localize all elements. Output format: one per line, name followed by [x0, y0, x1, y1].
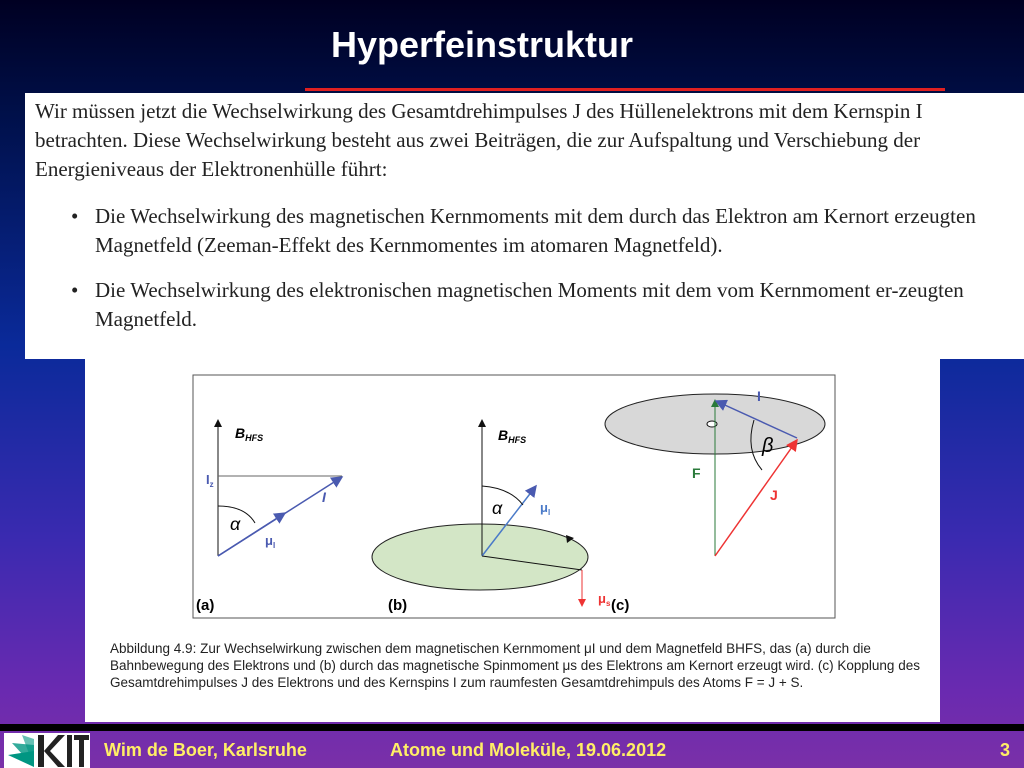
hyperfine-diagram	[85, 359, 940, 639]
mu-i-label-b: $\mu_I$	[540, 500, 551, 517]
alpha-label-a: α	[230, 514, 241, 534]
figure-panel	[85, 359, 940, 722]
bullet-list	[35, 202, 1014, 334]
text-panel	[25, 93, 1024, 359]
title-underline	[305, 88, 945, 91]
i-label-a: I	[322, 489, 326, 505]
bhfs-label-b: $B_{HFS}$	[498, 427, 527, 445]
intro-paragraph: Wir müssen jetzt die Wechselwirkung des Gesamtdrehimpulses J des Hüllenelektrons mit dem Kernspin I betrachten. Diese Wechselwirkung besteht aus zwei Beiträgen, die zur Aufspaltung und Verschiebung der Energieniveaus der Elektronenhülle führt:	[35, 99, 923, 181]
i-label-c: I	[757, 388, 761, 404]
label-a: (a)	[196, 597, 215, 614]
bhfs-label-a: $B_{HFS}$	[235, 425, 264, 443]
slide-title: Hyperfeinstruktur	[330, 24, 634, 65]
figure-caption: Abbildung 4.9: Zur Wechselwirkung zwischen dem magnetischen Kernmoment μI und dem Magnetfeld BHFS, das (a) durch die Bahnbewegung des Elektrons und (b) durch das magnetische Spinmoment μs des Elektrons am Kernort erzeugt wird. (c) Kopplung des Gesamtdrehimpulses J des Elektrons und des Kernspins I zum raumfesten Gesamtdrehimpuls des Atoms F = J + S.	[110, 641, 920, 690]
mu-s-label: $\mu_s$	[598, 591, 611, 608]
footer-divider	[0, 724, 1024, 731]
alpha-label-b: α	[492, 498, 503, 518]
bullet-item: • Die Wechselwirkung des elektronischen magnetischen Moments mit dem vom Kernmoment er-zeugten Magnetfeld.	[35, 276, 1014, 334]
label-b: (b)	[388, 597, 408, 614]
iz-label: $I_z$	[206, 472, 214, 489]
footer-course-date: Atome und Moleküle, 19.06.2012	[390, 740, 667, 760]
page-number: 3	[1000, 740, 1011, 760]
f-label: F	[692, 465, 701, 481]
bullet-item: • Die Wechselwirkung des magnetischen Kernmoments mit dem durch das Elektron am Kernort erzeugten Magnetfeld (Zeeman-Effekt des Kernmomentes im atomaren Magnetfeld).	[35, 202, 1014, 260]
footer-author: Wim de Boer, Karlsruhe	[104, 740, 307, 760]
label-c: (c)	[611, 597, 630, 614]
j-label: J	[770, 487, 778, 503]
beta-label: β	[762, 435, 774, 457]
mu-i-label-a: $\mu_I$	[265, 533, 276, 550]
kit-logo	[4, 733, 90, 768]
